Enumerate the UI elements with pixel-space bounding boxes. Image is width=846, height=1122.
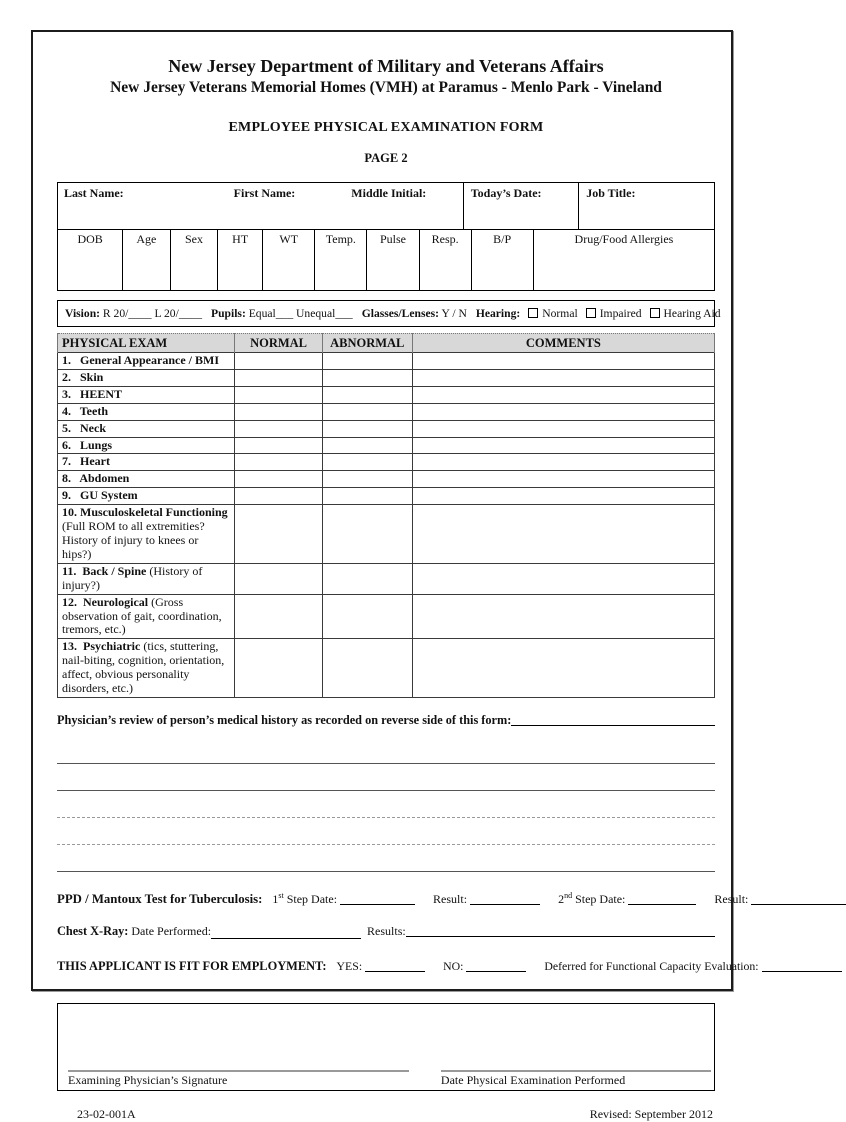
normal-cell: [235, 420, 322, 437]
abnormal-cell: [322, 369, 412, 386]
glasses-value: Y / N: [441, 306, 467, 320]
vitals-header-allergies: Drug/Food Allergies: [533, 230, 714, 290]
page-border: [31, 30, 759, 1121]
normal-cell: [235, 594, 322, 639]
exam-row-11: [58, 563, 715, 594]
physician-review-label: Physician’s review of person’s medical history as recorded on reverse side of this form:: [57, 712, 512, 727]
header-normal: NORMAL: [235, 333, 322, 353]
abnormal-cell: [322, 639, 412, 698]
abnormal-cell: [322, 454, 412, 471]
exam-item-desc: (History of injury?): [62, 563, 203, 592]
exam-row-10: [58, 505, 715, 564]
physician-signature-field: [68, 1070, 409, 1088]
checkbox-hearing-aid-icon: [650, 308, 660, 318]
exam-item-label: 1. General Appearance / BMI: [62, 353, 219, 368]
second-step-date-label: 2nd Step Date:: [558, 890, 626, 906]
abnormal-cell: [322, 403, 412, 420]
checkbox-impaired-icon: [586, 308, 596, 318]
first-name-label: First Name:: [233, 185, 296, 200]
exam-label-cell: [58, 403, 235, 420]
comments-cell: [412, 369, 714, 386]
writing-line-2: [57, 764, 715, 791]
exam-label-cell: [58, 454, 235, 471]
identity-row: [58, 183, 714, 229]
exam-row-4: [58, 403, 715, 420]
abnormal-cell: [322, 505, 412, 564]
deferred-blank: [762, 959, 842, 972]
hearing-option-hearing-aid: Hearing Aid: [663, 306, 721, 320]
normal-cell: [235, 386, 322, 403]
exam-row-2: [58, 369, 715, 386]
pupils-value: Equal___ Unequal___: [248, 306, 353, 320]
page-footer: [57, 1107, 715, 1122]
second-step-date-blank: [628, 892, 696, 905]
exam-row-5: [58, 420, 715, 437]
writing-line-4: [57, 818, 715, 845]
exam-row-13: [58, 639, 715, 698]
exam-label-cell: [58, 420, 235, 437]
vision-hearing-bar: [57, 300, 721, 327]
abnormal-cell: [322, 386, 412, 403]
hearing-label: Hearing:: [475, 306, 521, 320]
job-title-label: Job Title:: [586, 185, 636, 200]
pupils-label: Pupils:: [211, 306, 246, 320]
exam-row-12: [58, 594, 715, 639]
no-blank: [466, 959, 526, 972]
exam-label-cell: [58, 594, 235, 639]
normal-cell: [235, 353, 322, 370]
identity-vitals-table: [57, 182, 715, 291]
exam-item-label: 5. Neck: [62, 420, 106, 435]
exam-row-1: [58, 353, 715, 370]
comments-cell: [412, 505, 714, 564]
vitals-header-age: Age: [122, 230, 169, 290]
vitals-header-dob: DOB: [77, 231, 103, 246]
vitals-header-sex: Sex: [170, 230, 218, 290]
comments-cell: [412, 639, 714, 698]
physician-signature-line: [68, 1070, 409, 1072]
date-performed-blank: [211, 926, 361, 939]
comments-cell: [412, 563, 714, 594]
abnormal-cell: [322, 437, 412, 454]
exam-date-line: [441, 1070, 711, 1072]
form-header: [57, 56, 715, 166]
tb-test-label: PPD / Mantoux Test for Tuberculosis:: [57, 891, 263, 906]
exam-row-7: [58, 454, 715, 471]
exam-item-label: 12. Neurological: [62, 594, 152, 609]
exam-label-cell: [58, 639, 235, 698]
header-abnormal: ABNORMAL: [322, 333, 412, 353]
middle-initial-label: Middle Initial:: [351, 185, 427, 200]
vitals-header-wt: WT: [262, 230, 314, 290]
chest-xray-label: Chest X-Ray:: [57, 923, 129, 938]
exam-row-8: [58, 471, 715, 488]
yes-label: YES:: [336, 958, 363, 973]
exam-row-9: [58, 488, 715, 505]
abnormal-cell: [322, 594, 412, 639]
todays-date-label: Today’s Date:: [470, 185, 542, 200]
vision-segment: [65, 307, 202, 320]
vitals-header-pulse: Pulse: [366, 230, 418, 290]
exam-item-label: 6. Lungs: [62, 437, 113, 452]
hearing-option-impaired: Impaired: [599, 306, 642, 320]
job-title-cell: [578, 183, 714, 229]
second-result-blank: [751, 892, 846, 905]
comments-cell: [412, 403, 714, 420]
hearing-option-normal: Normal: [542, 306, 578, 320]
exam-header-row: [58, 333, 715, 353]
results-blank: [406, 936, 715, 937]
physical-exam-table: [57, 333, 715, 698]
comments-cell: [412, 594, 714, 639]
exam-item-label: 7. Heart: [62, 454, 110, 469]
revised-date: Revised: September 2012: [589, 1106, 713, 1121]
normal-cell: [235, 403, 322, 420]
homes-subtitle: New Jersey Veterans Memorial Homes (VMH) at Paramus - Menlo Park - Vineland: [110, 78, 662, 96]
normal-cell: [235, 369, 322, 386]
physician-review-line: [57, 713, 715, 728]
exam-item-label: 10. Musculoskeletal Functioning: [62, 505, 228, 520]
exam-item-label: 8. Abdomen: [62, 471, 130, 486]
chest-xray-line: [57, 924, 715, 939]
date-performed-label: Date Performed:: [131, 923, 212, 938]
vitals-header-resp: Resp.: [419, 230, 471, 290]
exam-row-6: [58, 437, 715, 454]
comments-cell: [412, 386, 714, 403]
exam-label-cell: [58, 386, 235, 403]
comments-cell: [412, 488, 714, 505]
glasses-label: Glasses/Lenses:: [361, 306, 440, 320]
vitals-header-bp: B/P: [471, 230, 533, 290]
first-result-label: Result:: [433, 891, 468, 906]
normal-cell: [235, 505, 322, 564]
normal-cell: [235, 639, 322, 698]
vitals-header-ht: HT: [217, 230, 262, 290]
exam-label-cell: [58, 353, 235, 370]
tb-test-line: [57, 890, 749, 907]
exam-label-cell: [58, 369, 235, 386]
second-result-label: Result:: [714, 891, 749, 906]
normal-cell: [235, 454, 322, 471]
department-title: New Jersey Department of Military and Veterans Affairs: [168, 56, 604, 76]
form-title: EMPLOYEE PHYSICAL EXAMINATION FORM: [228, 119, 544, 135]
no-label: NO:: [443, 958, 464, 973]
comments-cell: [412, 420, 714, 437]
todays-date-cell: [463, 183, 578, 229]
first-step-date-label: 1st Step Date:: [272, 890, 338, 906]
first-step-date-blank: [340, 892, 415, 905]
exam-label-cell: [58, 471, 235, 488]
exam-date-field: [441, 1070, 711, 1088]
comments-cell: [412, 353, 714, 370]
fitness-line: [57, 958, 759, 974]
signature-spacer: [409, 1070, 441, 1088]
last-name-label: Last Name:: [64, 185, 124, 200]
first-result-blank: [470, 892, 540, 905]
fitness-label: THIS APPLICANT IS FIT FOR EMPLOYMENT:: [57, 958, 327, 973]
page-number-label: PAGE 2: [364, 150, 408, 165]
signature-box: [57, 1003, 715, 1091]
exam-item-label: 13. Psychiatric: [62, 639, 144, 654]
header-comments: COMMENTS: [412, 333, 714, 353]
form-number: 23-02-001A: [77, 1106, 136, 1121]
pupils-segment: [211, 307, 353, 320]
hearing-segment: [476, 307, 721, 320]
physician-signature-label: Examining Physician’s Signature: [68, 1072, 228, 1087]
abnormal-cell: [322, 563, 412, 594]
vision-label: Vision:: [65, 306, 101, 320]
normal-cell: [235, 563, 322, 594]
normal-cell: [235, 488, 322, 505]
normal-cell: [235, 471, 322, 488]
writing-line-1: [57, 737, 715, 764]
exam-item-desc: (Gross observation of gait, coordination, tremors, etc.): [62, 594, 222, 637]
deferred-label: Deferred for Functional Capacity Evaluation:: [544, 958, 759, 973]
vision-value: R 20/____ L 20/____: [102, 306, 203, 320]
normal-cell: [235, 437, 322, 454]
abnormal-cell: [322, 471, 412, 488]
signature-area: [58, 1070, 714, 1088]
comments-cell: [412, 437, 714, 454]
exam-item-label: 4. Teeth: [62, 403, 109, 418]
exam-item-label: 11. Back / Spine: [62, 563, 150, 578]
abnormal-cell: [322, 420, 412, 437]
exam-item-label: 2. Skin: [62, 369, 104, 384]
exam-item-desc: (tics, stuttering, nail-biting, cognition, orientation, affect, obvious personality disorders, etc.): [62, 639, 225, 696]
vitals-row: [58, 229, 714, 290]
exam-row-3: [58, 386, 715, 403]
exam-label-cell: [58, 505, 235, 564]
checkbox-normal-icon: [528, 308, 538, 318]
abnormal-cell: [322, 353, 412, 370]
header-physical-exam: PHYSICAL EXAM: [58, 333, 235, 353]
writing-line-5: [57, 845, 715, 872]
exam-item-label: 3. HEENT: [62, 386, 123, 401]
yes-blank: [365, 959, 425, 972]
vitals-header-temp: Temp.: [314, 230, 366, 290]
exam-label-cell: [58, 563, 235, 594]
comments-cell: [412, 471, 714, 488]
exam-label-cell: [58, 437, 235, 454]
results-label: Results:: [367, 923, 406, 938]
page-content: [33, 32, 759, 1122]
comments-cell: [412, 454, 714, 471]
exam-item-label: 9. GU System: [62, 488, 138, 503]
glasses-segment: [362, 307, 467, 320]
name-fields-cell: [58, 183, 463, 229]
abnormal-cell: [322, 488, 412, 505]
exam-date-label: Date Physical Examination Performed: [440, 1072, 626, 1087]
exam-item-desc: (Full ROM to all extremities? History of injury to knees or hips?): [62, 519, 205, 561]
review-blank-line: [511, 725, 715, 726]
writing-line-3: [57, 791, 715, 818]
exam-label-cell: [58, 488, 235, 505]
